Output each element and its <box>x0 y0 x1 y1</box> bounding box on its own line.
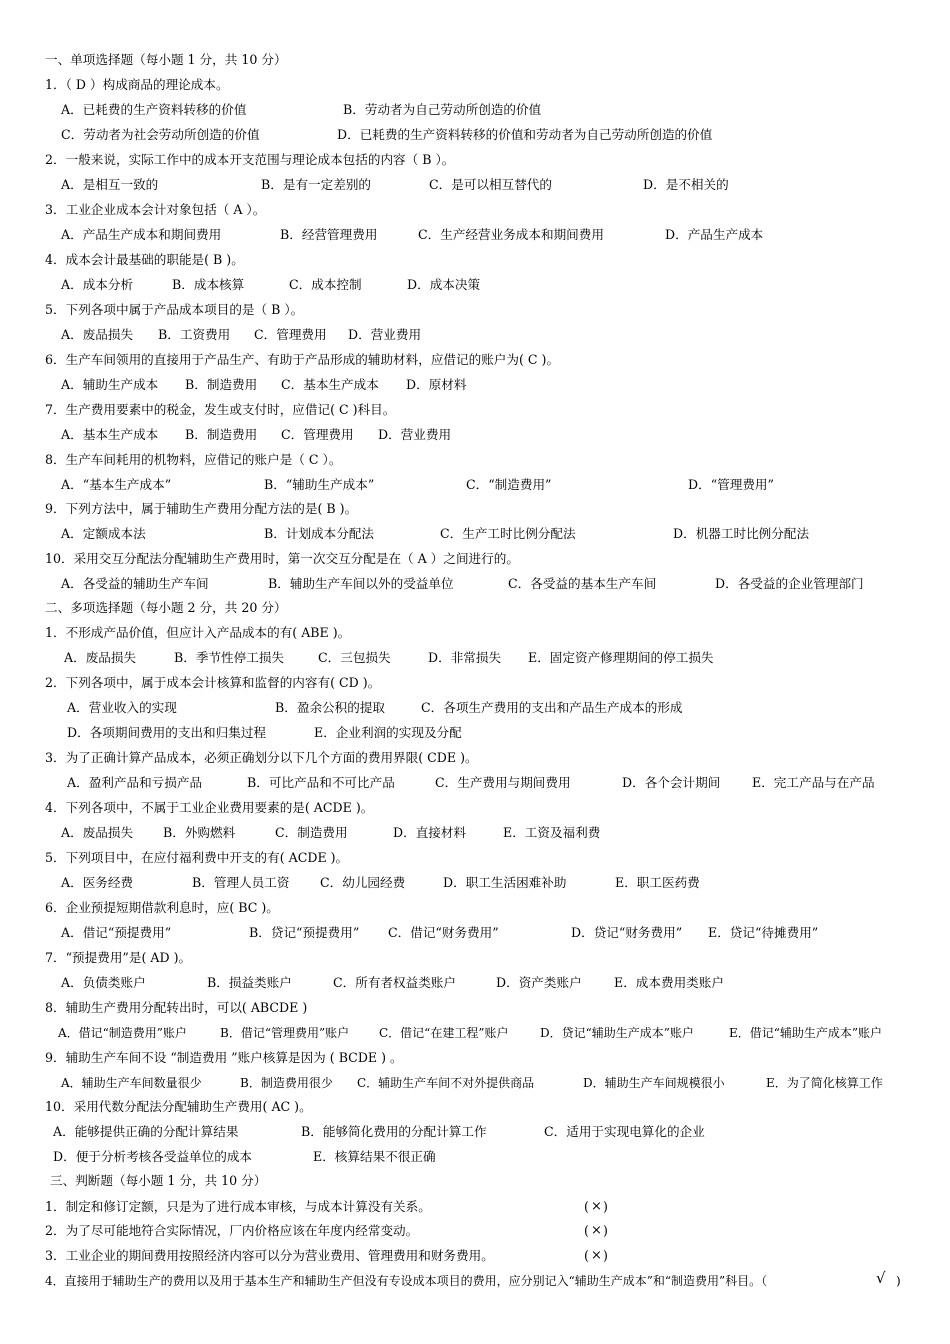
question-stem: 10．采用代数分配法分配辅助生产费用( AC )。 <box>45 1099 312 1114</box>
option-a: A．废品损失 <box>61 825 134 840</box>
question-stem: 3．工业企业成本会计对象包括（ A ）。 <box>45 202 266 217</box>
option-a: A．定额成本法 <box>61 526 146 541</box>
question-stem: 9．下列方法中，属于辅助生产费用分配方法的是( B )。 <box>45 501 358 516</box>
question-stem: 6．企业预提短期借款利息时，应( BC )。 <box>45 900 279 915</box>
option-c: C．“制造费用” <box>466 477 552 492</box>
option-d: D．便于分析考核各受益单位的成本 <box>53 1149 253 1164</box>
option-c: C．管理费用 <box>254 327 327 342</box>
option-e: E．职工医药费 <box>615 875 700 890</box>
option-a: A．成本分析 <box>61 277 134 292</box>
option-a: A．负债类账户 <box>61 975 146 990</box>
option-a: A．辅助生产车间数量很少 <box>61 1076 202 1090</box>
option-d: D．直接材料 <box>393 825 467 840</box>
option-d: D．是不相关的 <box>643 177 729 192</box>
option-c: C．生产工时比例分配法 <box>440 526 576 541</box>
question-stem: 2．下列各项中，属于成本会计核算和监督的内容有( CD )。 <box>45 675 381 690</box>
question-stem: 1．（ D ）构成商品的理论成本。 <box>45 77 229 92</box>
question-stem: 3．为了正确计算产品成本，必须正确划分以下几个方面的费用界限( CDE )。 <box>45 750 478 765</box>
question-stem: 7．“预提费用”是( AD )。 <box>45 950 192 965</box>
option-c: C．生产费用与期间费用 <box>435 775 571 790</box>
option-a: A．已耗费的生产资料转移的价值 <box>61 102 247 117</box>
option-c: C．辅助生产车间不对外提供商品 <box>357 1076 535 1090</box>
check-mark-icon: √ <box>876 1269 886 1287</box>
option-b: B．经营管理费用 <box>280 227 378 242</box>
judgment-statement: 2．为了尽可能地符合实际情况，厂内价格应该在年度内经常变动。 <box>45 1223 419 1238</box>
answer-close-paren: ) <box>603 1199 608 1214</box>
question-stem: 4．下列各项中，不属于工业企业费用要素的是( ACDE )。 <box>45 800 374 815</box>
option-a: A．借记“制造费用”账户 <box>58 1026 187 1040</box>
section-title-judgment: 三、判断题（每小题 1 分，共 10 分） <box>50 1173 267 1188</box>
option-b: B．借记“管理费用”账户 <box>220 1026 350 1040</box>
answer-open-paren: ( <box>584 1248 589 1263</box>
option-e: E．核算结果不很正确 <box>313 1149 436 1164</box>
option-d: D．贷记“辅助生产成本”账户 <box>540 1026 694 1040</box>
option-d: D．资产类账户 <box>496 975 582 990</box>
option-b: B．外购燃料 <box>163 825 236 840</box>
option-a: A．是相互一致的 <box>61 177 159 192</box>
option-d: D．营业费用 <box>348 327 422 342</box>
option-b: B．季节性停工损失 <box>174 650 285 665</box>
question-stem: 5．下列各项中属于产品成本项目的是（ B ）。 <box>45 302 304 317</box>
option-b: B．可比产品和不可比产品 <box>247 775 395 790</box>
option-e: E．完工产品与在产品 <box>752 775 875 790</box>
option-b: B．是有一定差别的 <box>261 177 372 192</box>
option-c: C．成本控制 <box>289 277 362 292</box>
option-d: D．各个会计期间 <box>622 775 721 790</box>
option-a: A．借记“预提费用” <box>61 925 172 940</box>
option-e: E．工资及福利费 <box>503 825 601 840</box>
option-c: C．劳动者为社会劳动所创造的价值 <box>61 127 260 142</box>
answer-open-paren: ( <box>584 1199 589 1214</box>
option-c: C．借记“在建工程”账户 <box>379 1026 509 1040</box>
option-d: D．贷记“财务费用” <box>571 925 683 940</box>
answer-open-paren: ( <box>584 1223 589 1238</box>
option-b: B．贷记“预提费用” <box>249 925 360 940</box>
option-b: B．计划成本分配法 <box>264 526 375 541</box>
option-b: B．辅助生产车间以外的受益单位 <box>268 576 454 591</box>
option-e: E．贷记“待摊费用” <box>708 925 819 940</box>
option-c: C．借记“财务费用” <box>388 925 499 940</box>
option-c: C．幼儿园经费 <box>320 875 406 890</box>
option-a: A．“基本生产成本” <box>61 477 172 492</box>
question-stem: 10．采用交互分配法分配辅助生产费用时，第一次交互分配是在（ A ）之间进行的。 <box>45 551 519 566</box>
option-b: B．成本核算 <box>172 277 245 292</box>
option-c: C．所有者权益类账户 <box>333 975 456 990</box>
section-title-multiple-choice: 二、多项选择题（每小题 2 分，共 20 分） <box>45 600 287 615</box>
option-b: B．“辅助生产成本” <box>264 477 375 492</box>
option-a: A．医务经费 <box>61 875 134 890</box>
option-a: A．辅助生产成本 <box>61 377 159 392</box>
judgment-statement: 4．直接用于辅助生产的费用以及用于基本生产和辅助生产但没有专设成本项目的费用，应分别记入“辅助生产成本”和“制造费用”科目。（ <box>45 1274 768 1288</box>
question-stem: 2．一般来说，实际工作中的成本开支范围与理论成本包括的内容（ B ）。 <box>45 152 455 167</box>
option-a: A．各受益的辅助生产车间 <box>61 576 209 591</box>
answer-close-paren: ) <box>603 1248 608 1263</box>
question-stem: 7．生产费用要素中的税金，发生或支付时，应借记( C )科目。 <box>45 402 396 417</box>
judgment-statement: 1．制定和修订定额，只是为了进行成本审核，与成本计算没有关系。 <box>45 1199 431 1214</box>
section-title-single-choice: 一、单项选择题（每小题 1 分，共 10 分） <box>45 52 287 67</box>
option-e: E．借记“辅助生产成本”账户 <box>729 1026 883 1040</box>
option-a: A．营业收入的实现 <box>67 700 177 715</box>
option-e: E．企业利润的实现及分配 <box>314 725 462 740</box>
answer-close-paren: ) <box>603 1223 608 1238</box>
option-d: D．产品生产成本 <box>665 227 764 242</box>
option-d: D．辅助生产车间规模很小 <box>583 1076 725 1090</box>
question-stem: 1．不形成产品价值，但应计入产品成本的有( ABE )。 <box>45 625 351 640</box>
option-b: B．制造费用很少 <box>240 1076 333 1090</box>
option-b: B．能够简化费用的分配计算工作 <box>301 1124 487 1139</box>
option-c: C．基本生产成本 <box>281 377 379 392</box>
question-stem: 8．生产车间耗用的机物料，应借记的账户是（ C ）。 <box>45 452 342 467</box>
answer-close-paren: ) <box>896 1274 901 1288</box>
wrong-mark-icon: × <box>591 1199 602 1214</box>
question-stem: 6．生产车间领用的直接用于产品生产、有助于产品形成的辅助材料，应借记的账户为( C )。 <box>45 352 560 367</box>
option-d: D．各受益的企业管理部门 <box>715 576 864 591</box>
option-c: C．各项生产费用的支出和产品生产成本的形成 <box>421 700 683 715</box>
question-stem: 9．辅助生产车间不设 “制造费用 ”账户核算是因为 ( BCDE ) 。 <box>45 1050 403 1065</box>
option-d: D．非常损失 <box>428 650 502 665</box>
option-c: C．管理费用 <box>281 427 354 442</box>
wrong-mark-icon: × <box>591 1223 602 1238</box>
question-stem: 8．辅助生产费用分配转出时，可以( ABCDE ) <box>45 1000 308 1015</box>
option-d: D．机器工时比例分配法 <box>673 526 810 541</box>
option-a: A．盈利产品和亏损产品 <box>67 775 203 790</box>
option-a: A．基本生产成本 <box>61 427 159 442</box>
option-a: A．废品损失 <box>64 650 137 665</box>
option-b: B．损益类账户 <box>207 975 292 990</box>
option-b: B．劳动者为自己劳动所创造的价值 <box>343 102 542 117</box>
option-d: D．各项期间费用的支出和归集过程 <box>67 725 267 740</box>
option-b: B．盈余公积的提取 <box>275 700 386 715</box>
question-stem: 4．成本会计最基础的职能是( B )。 <box>45 252 244 267</box>
option-b: B．管理人员工资 <box>192 875 290 890</box>
judgment-statement: 3．工业企业的期间费用按照经济内容可以分为营业费用、管理费用和财务费用。 <box>45 1248 494 1263</box>
option-a: A．能够提供正确的分配计算结果 <box>53 1124 239 1139</box>
option-e: E．为了简化核算工作 <box>766 1076 883 1090</box>
option-c: C．制造费用 <box>275 825 348 840</box>
option-b: B．制造费用 <box>185 427 258 442</box>
option-d: D．原材料 <box>406 377 467 392</box>
option-c: C．是可以相互替代的 <box>429 177 552 192</box>
option-c: C．适用于实现电算化的企业 <box>544 1124 705 1139</box>
option-b: B．工资费用 <box>158 327 231 342</box>
option-d: D．“管理费用” <box>688 477 774 492</box>
option-e: E．成本费用类账户 <box>614 975 724 990</box>
option-a: A．产品生产成本和期间费用 <box>61 227 222 242</box>
option-d: D．成本决策 <box>407 277 481 292</box>
option-c: C．三包损失 <box>318 650 391 665</box>
option-b: B．制造费用 <box>185 377 258 392</box>
option-c: C．生产经营业务成本和期间费用 <box>418 227 604 242</box>
option-d: D．营业费用 <box>378 427 452 442</box>
option-c: C．各受益的基本生产车间 <box>508 576 657 591</box>
option-d: D．已耗费的生产资料转移的价值和劳动者为自己劳动所创造的价值 <box>337 127 713 142</box>
option-d: D．职工生活困难补助 <box>443 875 567 890</box>
option-a: A．废品损失 <box>61 327 134 342</box>
question-stem: 5．下列项目中，在应付福利费中开支的有( ACDE )。 <box>45 850 349 865</box>
wrong-mark-icon: × <box>591 1248 602 1263</box>
option-e: E．固定资产修理期间的停工损失 <box>528 650 714 665</box>
